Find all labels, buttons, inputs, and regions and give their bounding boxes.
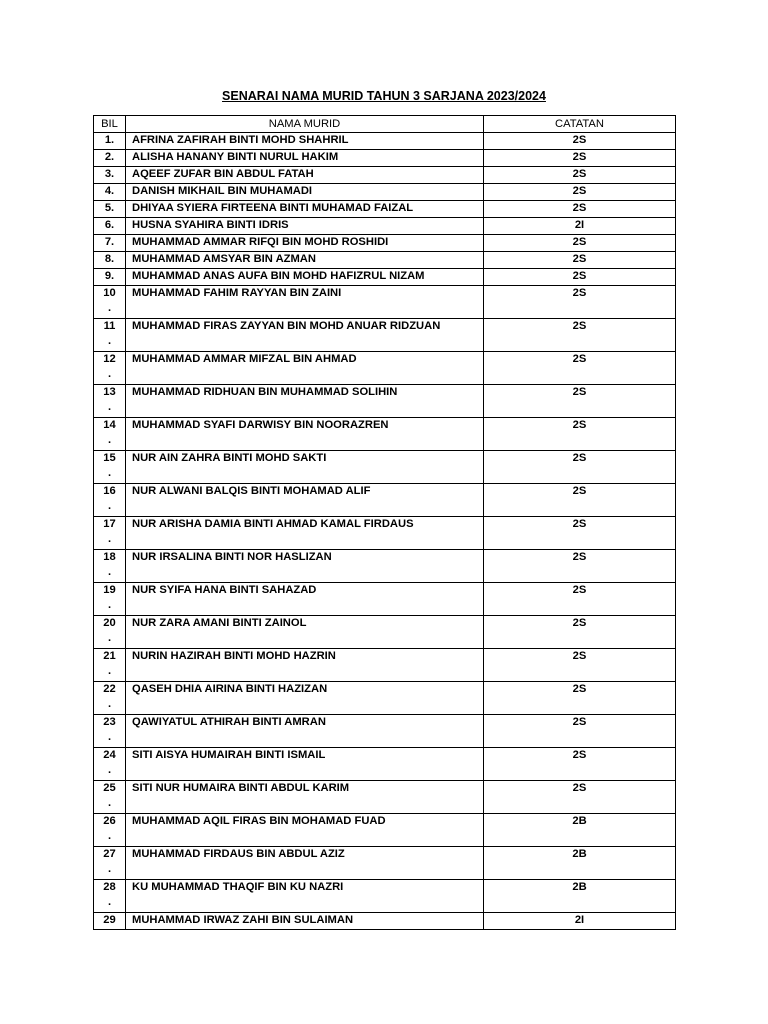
table-row: [94, 583, 676, 616]
student-name: QASEH DHIA AIRINA BINTI HAZIZAN: [126, 682, 484, 715]
row-number-dot: .: [107, 764, 112, 776]
table-row: [94, 218, 676, 235]
row-number-dot: .: [107, 566, 112, 578]
row-number-text: 10: [103, 287, 116, 299]
row-number: [94, 484, 126, 517]
student-name: MUHAMMAD FAHIM RAYYAN BIN ZAINI: [126, 286, 484, 319]
row-number: [94, 748, 126, 781]
row-number: [94, 352, 126, 385]
table-row: [94, 286, 676, 319]
student-name: NUR AIN ZAHRA BINTI MOHD SAKTI: [126, 451, 484, 484]
student-name: HUSNA SYAHIRA BINTI IDRIS: [126, 218, 484, 235]
student-note: 2I: [484, 913, 676, 930]
row-number-text: 22: [103, 683, 116, 695]
student-name: NUR ALWANI BALQIS BINTI MOHAMAD ALIF: [126, 484, 484, 517]
table-row: [94, 319, 676, 352]
row-number-dot: .: [107, 335, 112, 347]
row-number-text: 24: [103, 749, 116, 761]
table-row: [94, 550, 676, 583]
student-note: 2S: [484, 616, 676, 649]
table-row: [94, 649, 676, 682]
row-number-dot: .: [107, 434, 112, 446]
student-note: 2S: [484, 252, 676, 269]
header-bil: BIL: [94, 116, 126, 133]
student-name: MUHAMMAD AMMAR MIFZAL BIN AHMAD: [126, 352, 484, 385]
table-row: [94, 352, 676, 385]
row-number-dot: .: [107, 533, 112, 545]
student-name: ALISHA HANANY BINTI NURUL HAKIM: [126, 150, 484, 167]
table-row: [94, 385, 676, 418]
table-row: [94, 847, 676, 880]
table-row: [94, 184, 676, 201]
student-note: 2S: [484, 150, 676, 167]
row-number-text: 18: [103, 551, 116, 563]
row-number: [94, 781, 126, 814]
row-number: [94, 913, 126, 930]
row-number-dot: .: [107, 467, 112, 479]
student-name: MUHAMMAD AMSYAR BIN AZMAN: [126, 252, 484, 269]
student-name: MUHAMMAD AMMAR RIFQI BIN MOHD ROSHIDI: [126, 235, 484, 252]
row-number-text: 29: [103, 914, 116, 926]
student-note: 2S: [484, 550, 676, 583]
student-name: SITI AISYA HUMAIRAH BINTI ISMAIL: [126, 748, 484, 781]
table-row: [94, 715, 676, 748]
row-number-text: 11: [103, 320, 116, 332]
table-row: [94, 616, 676, 649]
student-note: 2B: [484, 847, 676, 880]
row-number-text: 13: [103, 386, 116, 398]
student-note: 2B: [484, 814, 676, 847]
table-row: [94, 913, 676, 930]
row-number-dot: .: [107, 599, 112, 611]
row-number: [94, 201, 126, 218]
row-number-dot: .: [107, 665, 112, 677]
row-number: [94, 218, 126, 235]
row-number-text: 6.: [104, 219, 115, 231]
row-number-text: 5.: [104, 202, 115, 214]
student-name: MUHAMMAD SYAFI DARWISY BIN NOORAZREN: [126, 418, 484, 451]
table-row: [94, 201, 676, 218]
row-number-text: 25: [103, 782, 116, 794]
row-number-text: 12: [103, 353, 116, 365]
student-name: MUHAMMAD RIDHUAN BIN MUHAMMAD SOLIHIN: [126, 385, 484, 418]
table-header-row: [94, 116, 676, 133]
table-row: [94, 814, 676, 847]
student-note: 2S: [484, 781, 676, 814]
table-body: [94, 133, 676, 930]
student-name: MUHAMMAD AQIL FIRAS BIN MOHAMAD FUAD: [126, 814, 484, 847]
row-number-text: 23: [103, 716, 116, 728]
student-note: 2S: [484, 385, 676, 418]
row-number-dot: .: [107, 698, 112, 710]
row-number-dot: .: [107, 302, 112, 314]
page-title: SENARAI NAMA MURID TAHUN 3 SARJANA 2023/2024: [222, 89, 546, 103]
row-number-text: 20: [103, 617, 116, 629]
row-number-dot: .: [107, 830, 112, 842]
row-number-text: 9.: [104, 270, 115, 282]
row-number-text: 16: [103, 485, 116, 497]
student-name: MUHAMMAD ANAS AUFA BIN MOHD HAFIZRUL NIZAM: [126, 269, 484, 286]
student-name: NUR ARISHA DAMIA BINTI AHMAD KAMAL FIRDAUS: [126, 517, 484, 550]
row-number-dot: .: [107, 863, 112, 875]
row-number: [94, 451, 126, 484]
table-row: [94, 252, 676, 269]
row-number-dot: .: [107, 401, 112, 413]
table-row: [94, 269, 676, 286]
row-number: [94, 235, 126, 252]
row-number: [94, 616, 126, 649]
student-name: MUHAMMAD IRWAZ ZAHI BIN SULAIMAN: [126, 913, 484, 930]
row-number-text: 17: [103, 518, 116, 530]
student-note: 2S: [484, 319, 676, 352]
student-name: KU MUHAMMAD THAQIF BIN KU NAZRI: [126, 880, 484, 913]
table-row: [94, 517, 676, 550]
student-name: NUR SYIFA HANA BINTI SAHAZAD: [126, 583, 484, 616]
row-number: [94, 418, 126, 451]
row-number-text: 19: [103, 584, 116, 596]
student-note: 2S: [484, 184, 676, 201]
row-number-text: 7.: [104, 236, 115, 248]
student-note: 2S: [484, 269, 676, 286]
row-number: [94, 385, 126, 418]
student-note: 2S: [484, 167, 676, 184]
student-note: 2S: [484, 682, 676, 715]
table-row: [94, 133, 676, 150]
row-number: [94, 649, 126, 682]
row-number-dot: .: [107, 896, 112, 908]
student-name: DANISH MIKHAIL BIN MUHAMADI: [126, 184, 484, 201]
row-number-text: 1.: [104, 134, 115, 146]
row-number: [94, 550, 126, 583]
student-name: AFRINA ZAFIRAH BINTI MOHD SHAHRIL: [126, 133, 484, 150]
row-number: [94, 150, 126, 167]
row-number: [94, 269, 126, 286]
table-row: [94, 880, 676, 913]
student-note: 2B: [484, 880, 676, 913]
table-row: [94, 418, 676, 451]
row-number-dot: .: [107, 368, 112, 380]
table-row: [94, 150, 676, 167]
student-note: 2I: [484, 218, 676, 235]
row-number-text: 4.: [104, 185, 115, 197]
student-name: MUHAMMAD FIRAS ZAYYAN BIN MOHD ANUAR RIDZUAN: [126, 319, 484, 352]
student-note: 2S: [484, 201, 676, 218]
student-note: 2S: [484, 715, 676, 748]
row-number-text: 8.: [104, 253, 115, 265]
row-number: [94, 252, 126, 269]
row-number: [94, 715, 126, 748]
row-number-text: 14: [103, 419, 116, 431]
row-number-dot: .: [107, 500, 112, 512]
row-number-dot: .: [107, 731, 112, 743]
row-number-text: 28: [103, 881, 116, 893]
student-name: NUR ZARA AMANI BINTI ZAINOL: [126, 616, 484, 649]
row-number: [94, 583, 126, 616]
row-number: [94, 517, 126, 550]
header-note: CATATAN: [484, 116, 676, 133]
row-number: [94, 167, 126, 184]
student-name: MUHAMMAD FIRDAUS BIN ABDUL AZIZ: [126, 847, 484, 880]
row-number: [94, 184, 126, 201]
row-number-text: 26: [103, 815, 116, 827]
row-number-text: 27: [103, 848, 116, 860]
row-number-text: 3.: [104, 168, 115, 180]
row-number-text: 2.: [104, 151, 115, 163]
table-row: [94, 235, 676, 252]
student-name: NURIN HAZIRAH BINTI MOHD HAZRIN: [126, 649, 484, 682]
row-number-text: 15: [103, 452, 116, 464]
row-number: [94, 880, 126, 913]
student-name: QAWIYATUL ATHIRAH BINTI AMRAN: [126, 715, 484, 748]
row-number: [94, 814, 126, 847]
student-name: DHIYAA SYIERA FIRTEENA BINTI MUHAMAD FAIZAL: [126, 201, 484, 218]
student-roster-table: [93, 115, 676, 930]
row-number-text: 21: [103, 650, 116, 662]
row-number-dot: .: [107, 797, 112, 809]
student-note: 2S: [484, 352, 676, 385]
student-name: AQEEF ZUFAR BIN ABDUL FATAH: [126, 167, 484, 184]
student-note: 2S: [484, 286, 676, 319]
student-name: SITI NUR HUMAIRA BINTI ABDUL KARIM: [126, 781, 484, 814]
student-note: 2S: [484, 649, 676, 682]
student-note: 2S: [484, 418, 676, 451]
row-number: [94, 319, 126, 352]
student-name: NUR IRSALINA BINTI NOR HASLIZAN: [126, 550, 484, 583]
student-note: 2S: [484, 484, 676, 517]
row-number-dot: .: [107, 632, 112, 644]
row-number: [94, 847, 126, 880]
row-number: [94, 133, 126, 150]
student-note: 2S: [484, 133, 676, 150]
student-note: 2S: [484, 517, 676, 550]
table-row: [94, 781, 676, 814]
student-note: 2S: [484, 748, 676, 781]
header-name: NAMA MURID: [126, 116, 484, 133]
table-row: [94, 682, 676, 715]
table-row: [94, 748, 676, 781]
student-note: 2S: [484, 451, 676, 484]
row-number: [94, 682, 126, 715]
table-row: [94, 484, 676, 517]
student-note: 2S: [484, 583, 676, 616]
student-note: 2S: [484, 235, 676, 252]
table-row: [94, 451, 676, 484]
row-number: [94, 286, 126, 319]
table-row: [94, 167, 676, 184]
